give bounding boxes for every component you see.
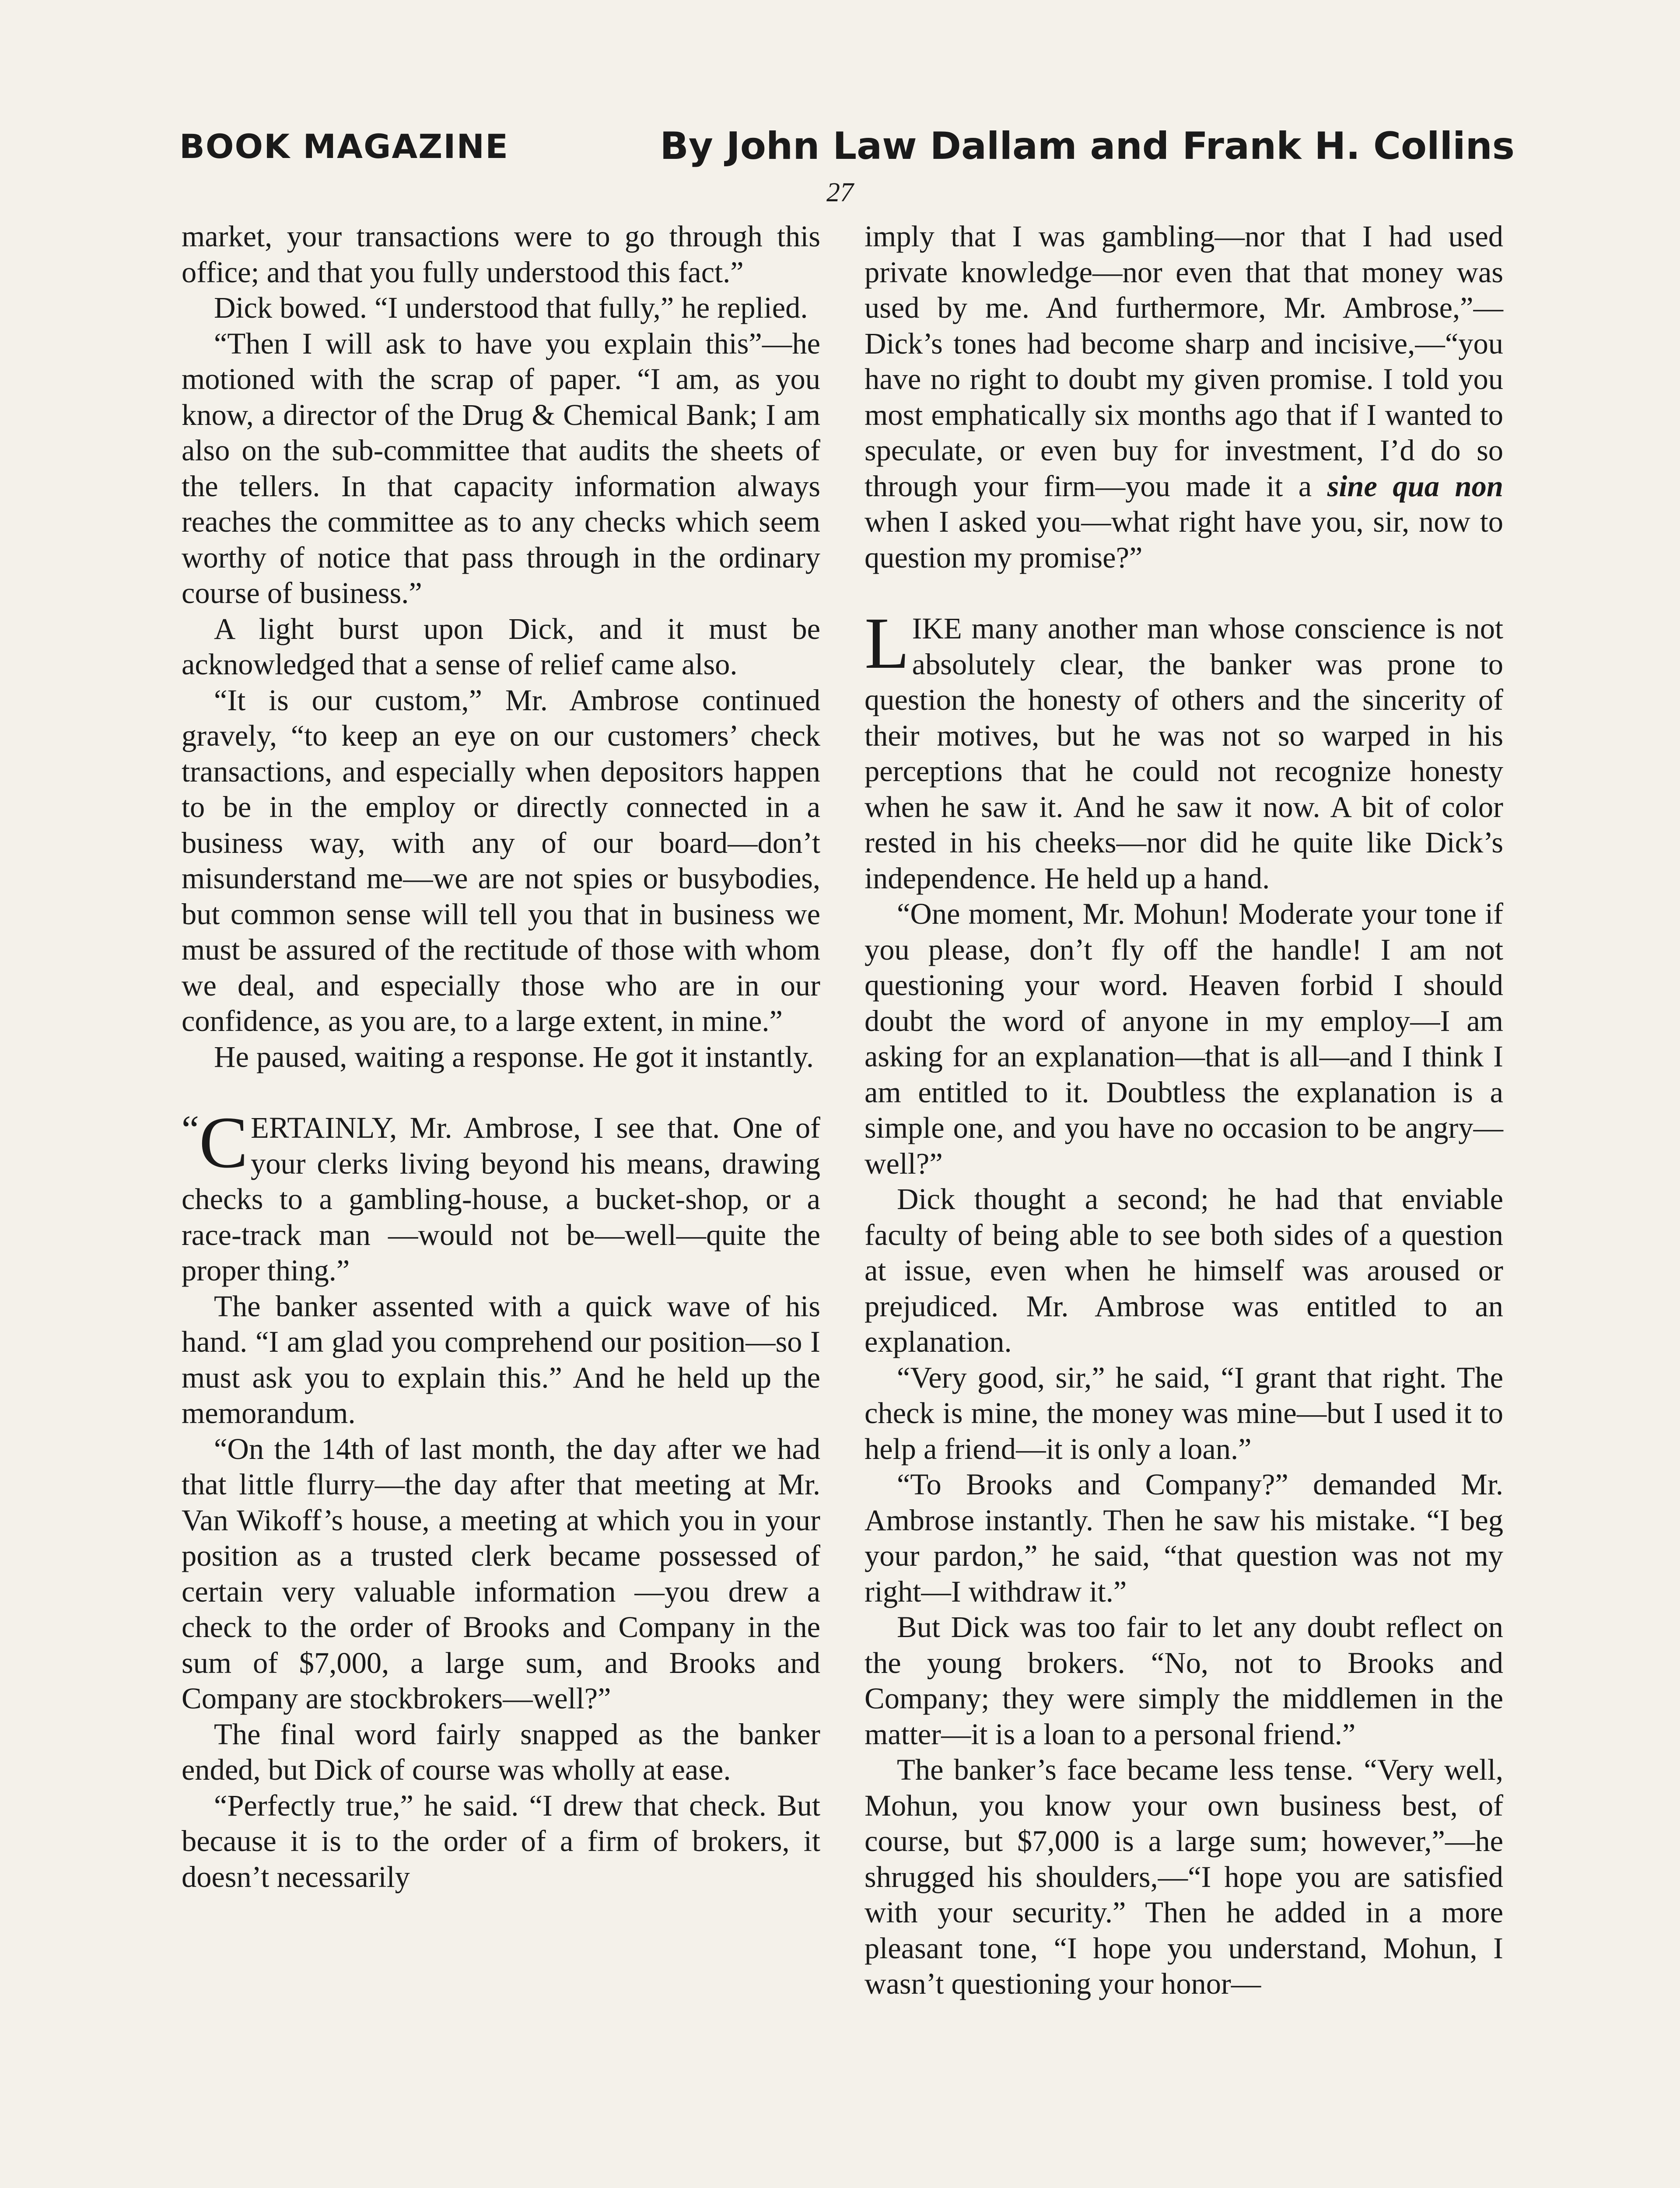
paragraph: “Then I will ask to have you explain this”—he motioned with the scrap of paper. “I am, as you know, a director of the Drug & Chemical Bank; I am also on the sub-committee that audits the sheets of the tellers. In that capacity information always reaches the committee as to any checks which seem worthy of notice that pass through in the ordinary course of business.” <box>182 326 820 610</box>
section-break <box>182 1075 820 1110</box>
drop-cap: L <box>864 603 910 684</box>
paragraph: “On the 14th of last month, the day after we had that little flurry—the day after that meeting at Mr. Van Wikoff’s house, a meeting at which you in your position as a trusted clerk became possessed of certain very valuable information —you drew a check to the order of Brooks and Company in the sum of $7,000, a large sum, and Brooks and Company are stockbrokers—well?” <box>182 1432 820 1715</box>
paragraph: The banker’s face became less tense. “Very well, Mohun, you know your own business best, of course, but $7,000 is a large sum; however,”—he shrugged his shoulders,—“I hope you are satisfied with your security.” Then he added in a more pleasant tone, “I hope you understand, Mohun, I wasn’t questioning your honor— <box>864 1753 1503 2000</box>
section-break <box>864 575 1503 611</box>
magazine-title: BOOK MAGAZINE <box>179 127 509 166</box>
drop-cap-paragraph <box>182 1102 820 1289</box>
page-number: 27 <box>826 178 854 207</box>
paragraph: “It is our custom,” Mr. Ambrose continued gravely, “to keep an eye on our customers’ check transactions, and especially when depositors happen to be in the employ or directly connected in a business way, with any of our board—don’t misunderstand me—we are not spies or busybodies, but common sense will tell you that in business we must be assured of the rectitude of those with whom we deal, and especially those who are in our confidence, as you are, to a large extent, in mine.” <box>182 683 820 1038</box>
paragraph-text: IKE many another man whose conscience is not absolutely clear, the banker was prone to question the honesty of others and the sincerity of their motives, but he was not so warped in his perceptions that he could not recognize honesty when he saw it. And he saw it now. A bit of color rested in his cheeks—nor did he quite like Dick’s independence. He held up a hand. <box>864 612 1503 895</box>
paragraph: “To Brooks and Company?” demanded Mr. Ambrose instantly. Then he saw his mistake. “I beg your pardon,” he said, “that question was not my right—I withdraw it.” <box>864 1468 1503 1608</box>
paragraph: A light burst upon Dick, and it must be acknowledged that a sense of relief came also. <box>182 612 820 681</box>
paragraph: The banker assented with a quick wave of his hand. “I am glad you comprehend our position—so I must ask you to explain this.” And he held up the memorandum. <box>182 1289 820 1430</box>
paragraph-text: imply that I was gambling—nor that I had used private knowledge—nor even that that money was used by me. And furthermore, Mr. Ambrose,”—Dick’s tones had become sharp and incisive,—“you have no right to doubt my given promise. I told you most emphatically six months ago that if I wanted to speculate, or even buy for investment, I’d do so through your firm—you made it a <box>864 220 1503 503</box>
paragraph: Dick bowed. “I understood that fully,” he replied. <box>214 291 808 324</box>
paragraph: He paused, waiting a response. He got it instantly. <box>214 1040 814 1073</box>
author-byline: By John Law Dallam and Frank H. Collins <box>660 124 1515 168</box>
paragraph: “Very good, sir,” he said, “I grant that right. The check is mine, the money was mine—but I used it to help a friend—it is only a loan.” <box>864 1360 1503 1466</box>
italic-phrase: sine qua non <box>1327 469 1503 503</box>
left-column <box>182 219 820 1895</box>
paragraph: market, your transactions were to go through this office; and that you fully understood this fact.” <box>182 220 820 289</box>
paragraph-text: ERTAINLY, Mr. Ambrose, I see that. One of your clerks living beyond his means, drawing checks to a gambling-house, a bucket-shop, or a race-track man —would not be—well—quite the proper thing.” <box>182 1111 820 1287</box>
paragraph-text: when I asked you—what right have you, sir, now to question my promise?” <box>864 505 1503 574</box>
drop-cap: C <box>199 1102 248 1183</box>
paragraph: “Perfectly true,” he said. “I drew that check. But because it is to the order of a firm of brokers, it doesn’t necessarily <box>182 1788 820 1893</box>
paragraph: But Dick was too fair to let any doubt reflect on the young brokers. “No, not to Brooks and Company; they were simply the middlemen in the matter—it is a loan to a personal friend.” <box>864 1610 1503 1751</box>
opening-quote: “ <box>182 1108 199 1151</box>
paragraph <box>864 219 1503 575</box>
paragraph: Dick thought a second; he had that enviable faculty of being able to see both sides of a question at issue, even when he himself was aroused or prejudiced. Mr. Ambrose was entitled to an explanation. <box>864 1182 1503 1358</box>
paragraph: The final word fairly snapped as the banker ended, but Dick of course was wholly at ease. <box>182 1717 820 1786</box>
drop-cap-paragraph <box>864 603 1503 896</box>
right-column <box>864 219 1503 2002</box>
paragraph: “One moment, Mr. Mohun! Moderate your tone if you please, don’t fly off the handle! I am not questioning your word. Heaven forbid I should doubt the word of anyone in my employ—I am asking for an explanation—that is all—and I think I am entitled to it. Doubtless the explanation is a simple one, and you have no occasion to be angry—well?” <box>864 897 1503 1180</box>
